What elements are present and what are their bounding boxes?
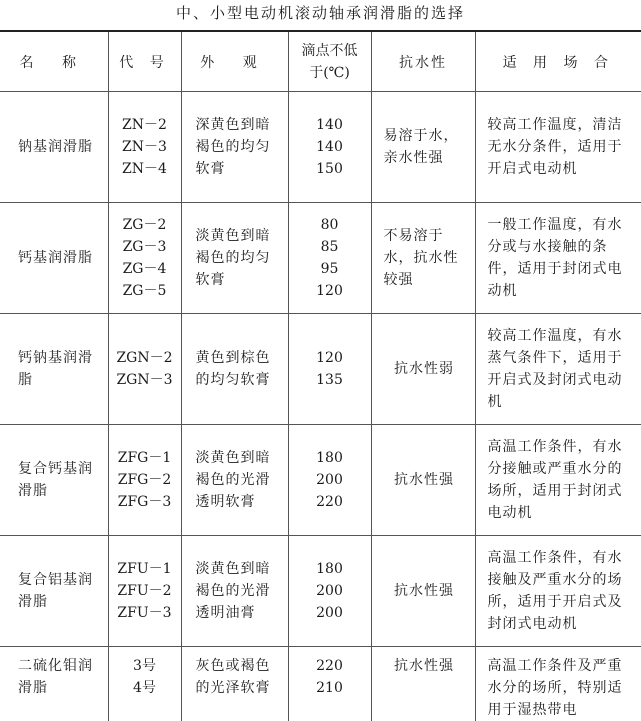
drop-point-value: 220 [289,655,371,677]
appearance-cell: 黄色到棕色的均匀软膏 [181,314,288,425]
code-cell [108,203,181,314]
application-cell: 高温工作条件，有水分接触或严重水分的场所，适用于封闭式电动机 [475,425,641,536]
drop-point-value: 80 [289,214,371,236]
code-value: ZFG－2 [109,469,181,491]
header-water-resistance: 抗水性 [371,31,475,92]
header-appearance: 外 观 [181,31,288,92]
application-cell: 高温工作条件，有水接触及严重水分的场所，适用于开启式及封闭式电动机 [475,536,641,647]
code-cell [108,314,181,425]
drop-point-value: 95 [289,258,371,280]
water-resistance-cell: 不易溶于水，抗水性较强 [371,203,475,314]
drop-point-value: 140 [289,136,371,158]
drop-point-value: 200 [289,469,371,491]
appearance-cell: 深黄色到暗褐色的均匀软膏 [181,92,288,203]
application-cell: 较高工作温度，有水蒸气条件下，适用于开启式及封闭式电动机 [475,314,641,425]
drop-point-cell [288,425,371,536]
code-cell [108,425,181,536]
table-row [0,92,641,203]
drop-point-value: 220 [289,491,371,513]
application-cell: 较高工作温度，清洁无水分条件，适用于开启式电动机 [475,92,641,203]
header-row [0,31,641,92]
code-cell [108,536,181,647]
code-value: ZN－4 [109,158,181,180]
grease-name-cell: 复合铝基润滑脂 [0,536,108,647]
code-value: ZFU－2 [109,580,181,602]
table-row [0,203,641,314]
drop-point-value: 120 [289,347,371,369]
code-value: ZFG－1 [109,447,181,469]
drop-point-value: 200 [289,580,371,602]
appearance-cell: 淡黄色到暗褐色的均匀软膏 [181,203,288,314]
drop-point-value: 135 [289,369,371,391]
drop-point-value: 210 [289,677,371,699]
drop-point-cell [288,647,371,721]
drop-point-cell [288,536,371,647]
table-caption: 中、小型电动机滚动轴承润滑脂的选择 [0,0,641,26]
code-value: ZFU－3 [109,602,181,624]
drop-point-value: 120 [289,280,371,302]
grease-name-cell: 复合钙基润滑脂 [0,425,108,536]
water-resistance-cell: 抗水性强 [371,425,475,536]
drop-point-value: 180 [289,447,371,469]
code-value: ZG－5 [109,280,181,302]
table-row [0,647,641,721]
grease-name-cell: 二硫化钼润滑脂 [0,647,108,721]
appearance-cell: 灰色或褐色的光泽软膏 [181,647,288,721]
application-cell: 高温工作条件及严重水分的场所，特别适用于湿热带电 [475,647,641,721]
header-application: 适 用 场 合 [475,31,641,92]
water-resistance-cell: 抗水性弱 [371,314,475,425]
application-cell: 一般工作温度，有水分或与水接触的条件，适用于封闭式电动机 [475,203,641,314]
table-row [0,314,641,425]
code-value: ZG－4 [109,258,181,280]
drop-point-value: 140 [289,114,371,136]
header-drop-point: 滴点不低于(℃) [288,31,371,92]
code-cell [108,92,181,203]
appearance-cell: 淡黄色到暗褐色的光滑透明软膏 [181,425,288,536]
drop-point-value: 180 [289,558,371,580]
table-row [0,536,641,647]
code-value: 4号 [109,677,181,699]
code-value: ZN－2 [109,114,181,136]
table-row [0,425,641,536]
code-value: ZGN－3 [109,369,181,391]
header-code: 代 号 [108,31,181,92]
grease-name-cell: 钠基润滑脂 [0,92,108,203]
water-resistance-cell: 抗水性强 [371,647,475,721]
water-resistance-cell: 抗水性强 [371,536,475,647]
drop-point-value: 200 [289,602,371,624]
code-cell [108,647,181,721]
drop-point-cell [288,203,371,314]
appearance-cell: 淡黄色到暗褐色的光滑透明油膏 [181,536,288,647]
drop-point-cell [288,92,371,203]
drop-point-value: 85 [289,236,371,258]
code-value: ZN－3 [109,136,181,158]
drop-point-cell [288,314,371,425]
water-resistance-cell: 易溶于水，亲水性强 [371,92,475,203]
code-value: ZG－2 [109,214,181,236]
code-value: ZG－3 [109,236,181,258]
code-value: ZFG－3 [109,491,181,513]
grease-name-cell: 钙钠基润滑脂 [0,314,108,425]
drop-point-value: 150 [289,158,371,180]
grease-selection-table [0,30,641,721]
code-value: 3号 [109,655,181,677]
header-name: 名 称 [0,31,108,92]
code-value: ZGN－2 [109,347,181,369]
grease-name-cell: 钙基润滑脂 [0,203,108,314]
code-value: ZFU－1 [109,558,181,580]
